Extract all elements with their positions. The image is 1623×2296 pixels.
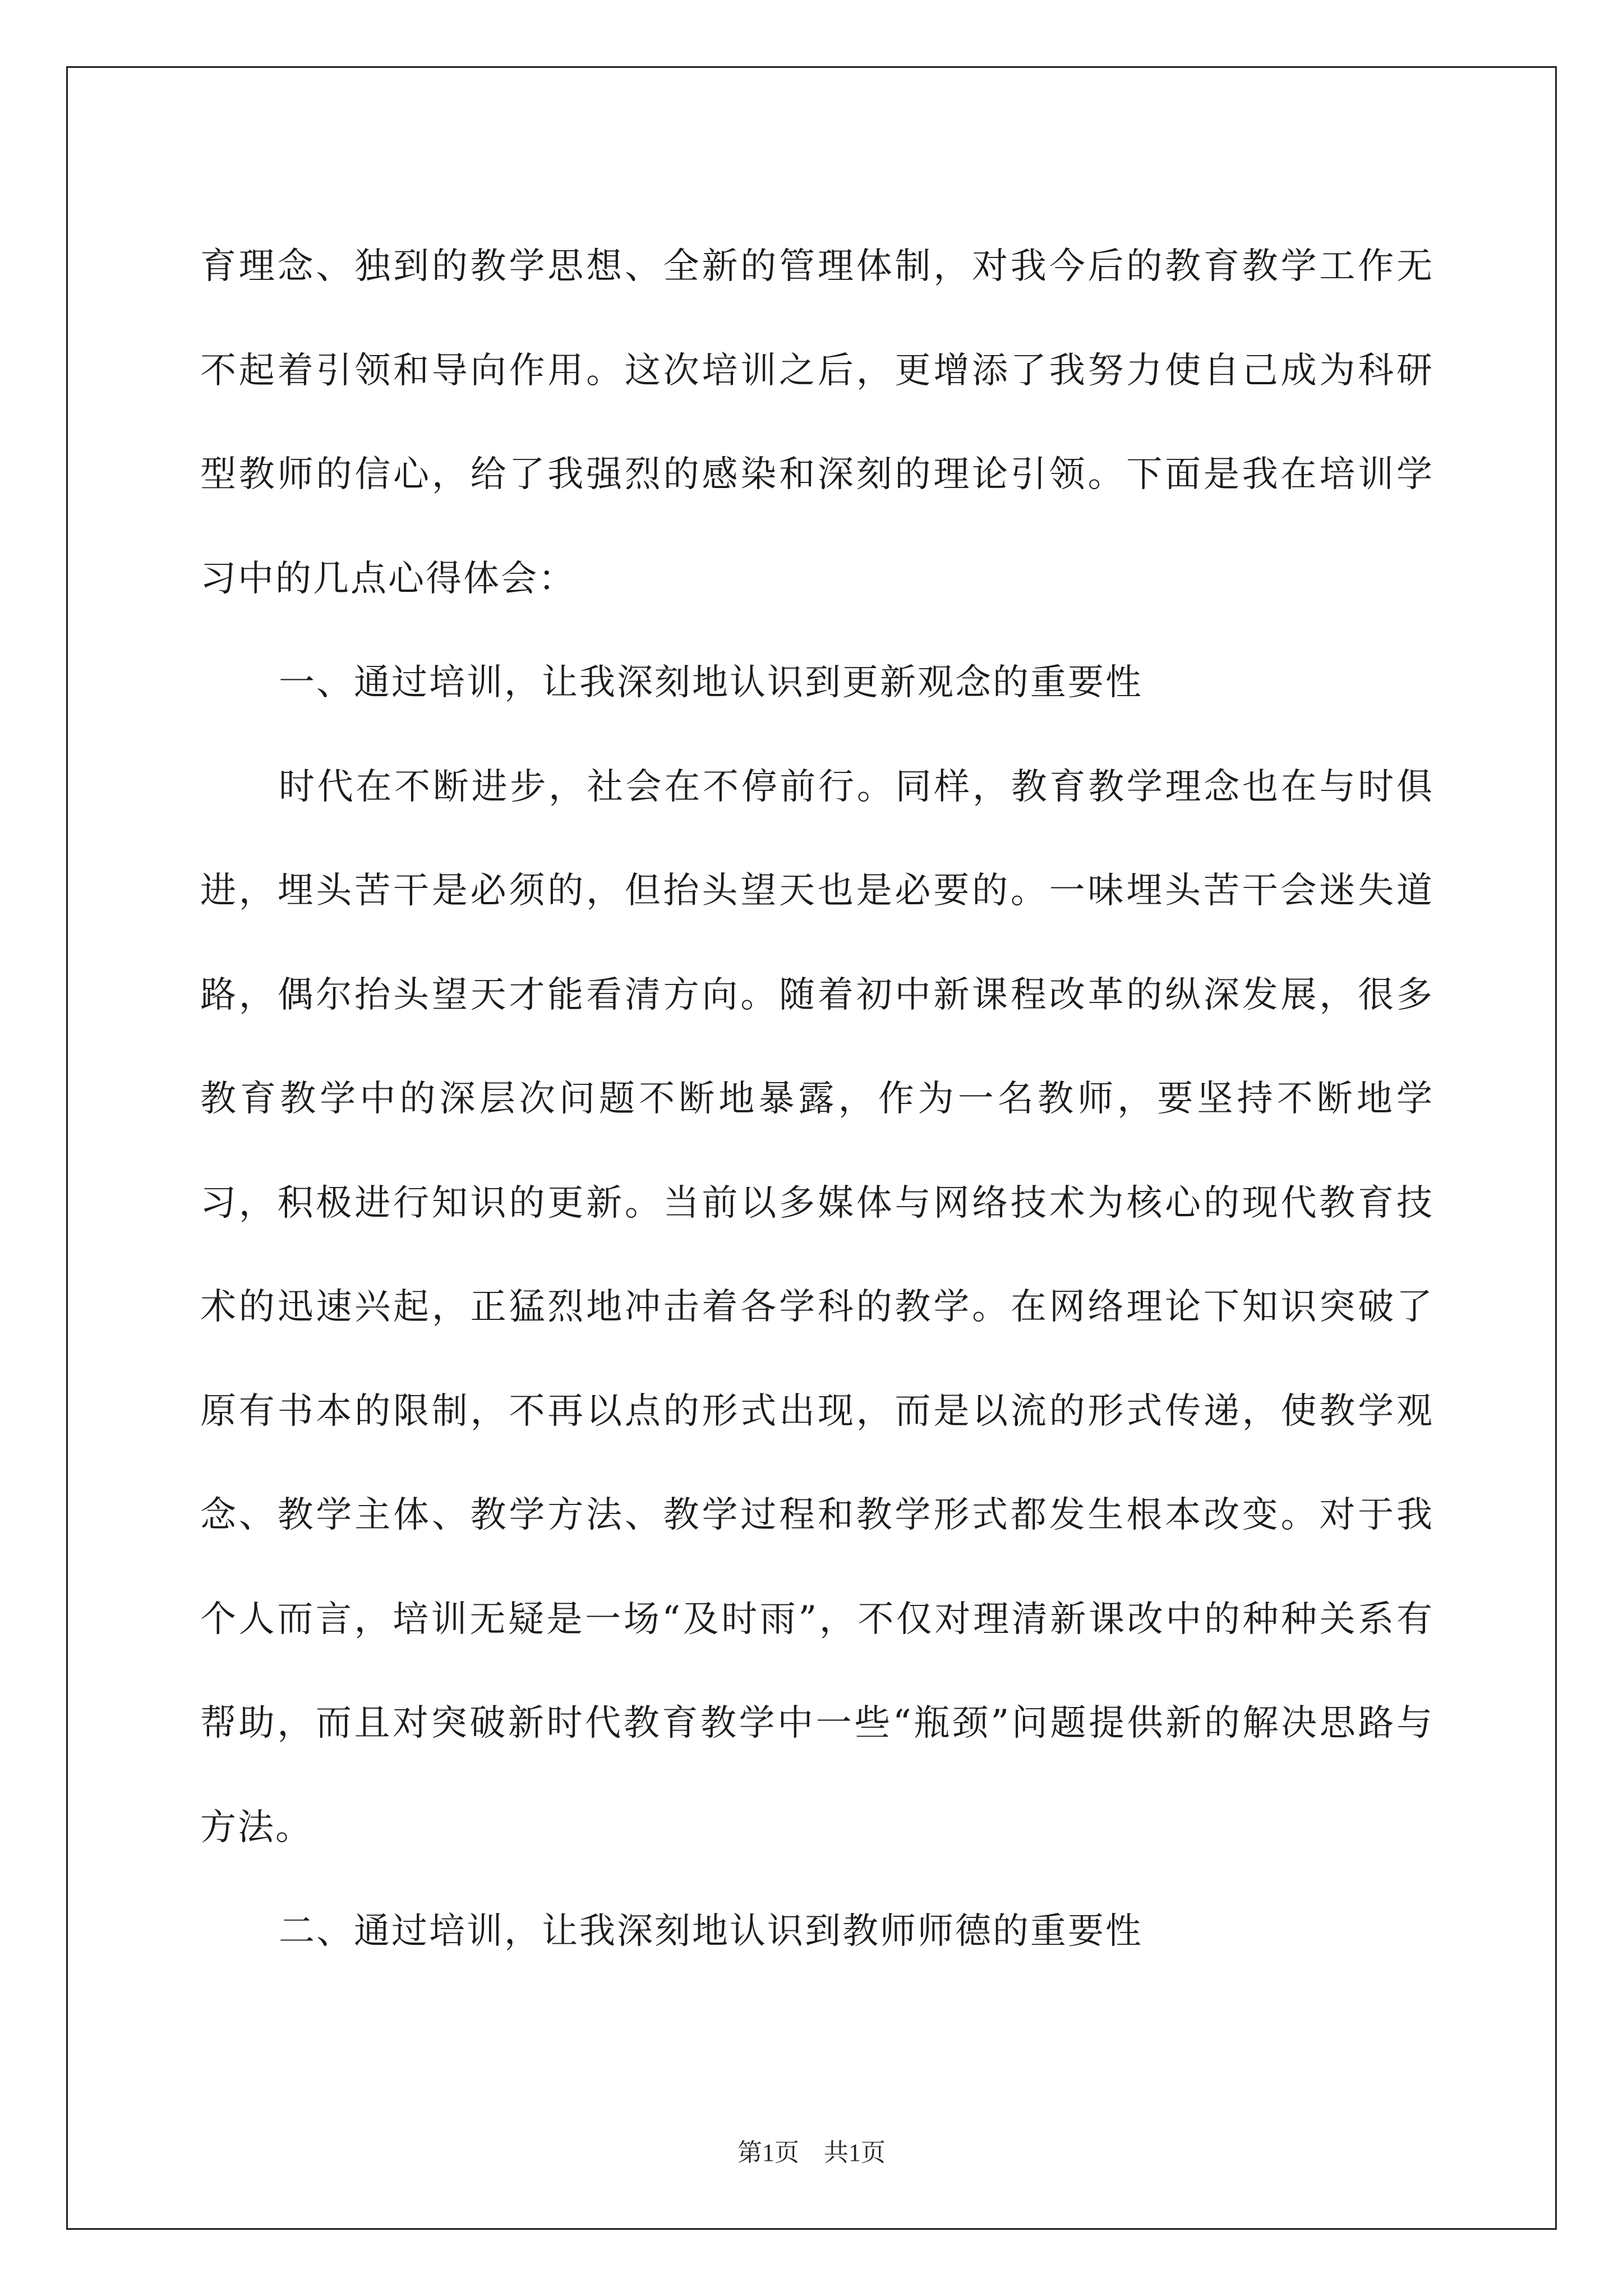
page-footer [0,2136,1623,2170]
section-heading-2: 二、通过培训，让我深刻地认识到教师师德的重要性 [279,1911,1143,1952]
paragraph-section-1: 时代在不断进步，社会在不停前行。同样，教育教学理念也在与时俱进，埋头苦干是必须的，但抬头望天也是必要的。一味埋头苦干会迷失道路，偶尔抬头望天才能看清方向。随着初中新课程改革的纵深发展，很多教育教学中的深层次问题不断地暴露，作为一名教师，要坚持不断地学习，积极进行知识的更新。当前以多媒体与网络技术为核心的现代教育技术的迅速兴起，正猛烈地冲击着各学科的教学。在网络理论下知识突破了原有书本的限制，不再以点的形式出现，而是以流的形式传递，使教学观念、教学主体、教学方法、教学过程和教学形式都发生根本改变。对于我个人而言，培训无疑是一场“及时雨”，不仅对理清新课改中的种种关系有帮助，而且对突破新时代教育教学中一些“瓶颈”问题提供新的解决思路与方法。 [200,766,1434,1848]
section-heading-1: 一、通过培训，让我深刻地认识到更新观念的重要性 [279,662,1143,703]
document-body [200,215,1434,1984]
page-total: 共1页 [824,2139,886,2166]
page-number: 第1页 [737,2139,799,2166]
paragraph-intro: 育理念、独到的教学思想、全新的管理体制，对我今后的教育教学工作无不起着引领和导向作用。这次培训之后，更增添了我努力使自己成为科研型教师的信心，给了我强烈的感染和深刻的理论引领。下面是我在培训学习中的几点心得体会： [200,246,1434,600]
